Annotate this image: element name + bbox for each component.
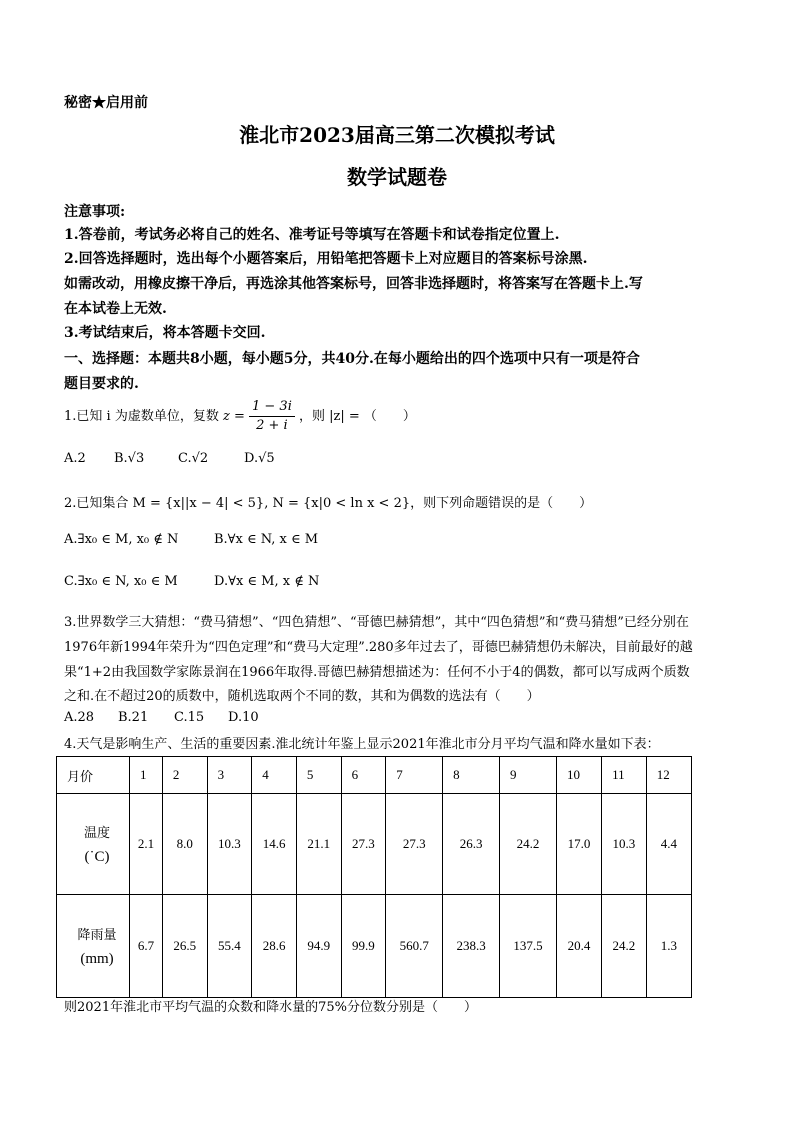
notes-item: 如需改动，用橡皮擦干净后，再选涂其他答案标号，回答非选择题时，将答案写在答题卡上.写 — [64, 276, 643, 292]
rainfall-cell: 238.3 — [443, 895, 500, 998]
temperature-cell: 24.2 — [500, 794, 557, 895]
option-d: D.10 — [228, 710, 259, 725]
month-cell: 5 — [296, 757, 341, 794]
option-d: D.√5 — [244, 451, 275, 466]
temperature-cell: 14.6 — [252, 794, 297, 895]
question-1-suffix: ，则 |z| = （ ） — [299, 409, 416, 424]
option-b: B.√3 — [114, 451, 145, 466]
temperature-cell: 10.3 — [602, 794, 647, 895]
option-c: C.15 — [174, 710, 205, 725]
rainfall-cell: 55.4 — [207, 895, 252, 998]
option-b: B.∀x ∈ N, x ∈ M — [214, 532, 319, 547]
header-label-cell: 月价 — [57, 757, 130, 794]
month-cell: 1 — [130, 757, 163, 794]
temperature-cell: 8.0 — [162, 794, 207, 895]
rainfall-cell: 26.5 — [162, 895, 207, 998]
rainfall-cell: 24.2 — [602, 895, 647, 998]
question-3-line: 3.世界数学三大猜想：“费马猜想”、“四色猜想”、“哥德巴赫猜想”，其中“四色猜想”和“费马猜想”已经分别在 — [64, 615, 689, 630]
temperature-cell: 27.3 — [341, 794, 386, 895]
temperature-cell: 2.1 — [130, 794, 163, 895]
rainfall-cell: 560.7 — [386, 895, 443, 998]
month-cell: 4 — [252, 757, 297, 794]
month-cell: 3 — [207, 757, 252, 794]
temperature-cell: 17.0 — [556, 794, 601, 895]
temperature-cell: 21.1 — [296, 794, 341, 895]
exam-title: 淮北市2023届高三第二次模拟考试 — [239, 123, 555, 147]
question-1-prefix: 1.已知 i 为虚数单位，复数 — [64, 409, 223, 424]
option-c: C.√2 — [178, 451, 209, 466]
notes-item: 1.答卷前，考试务必将自己的姓名、准考证号等填写在答题卡和试卷指定位置上. — [64, 227, 560, 243]
rainfall-cell: 99.9 — [341, 895, 386, 998]
temperature-label: 温度 — [83, 825, 110, 840]
month-cell: 10 — [556, 757, 601, 794]
rainfall-cell: 1.3 — [646, 895, 691, 998]
table-row-temperature — [57, 794, 692, 895]
temperature-cell: 4.4 — [646, 794, 691, 895]
exam-subtitle: 数学试题卷 — [347, 165, 447, 189]
question-4-prompt: 则2021年淮北市平均气温的众数和降水量的75%分位数分别是（ ） — [64, 1000, 477, 1015]
month-cell: 2 — [162, 757, 207, 794]
notes-item: 2.回答选择题时，选出每个小题答案后，用铅笔把答题卡上对应题目的答案标号涂黑. — [64, 251, 588, 267]
question-4-intro: 4.天气是影响生产、生活的重要因素.淮北统计年鉴上显示2021年淮北市分月平均气温和降水量如下表： — [64, 737, 660, 752]
rainfall-cell: 6.7 — [130, 895, 163, 998]
section-heading: 一、选择题：本题共8小题，每小题5分，共40分.在每小题给出的四个选项中只有一项是符合 — [64, 351, 640, 367]
fraction-denominator: 2 + i — [256, 418, 288, 433]
table-header-row — [57, 757, 692, 794]
option-a: A.∃x₀ ∈ M, x₀ ∉ N — [64, 532, 179, 547]
notes-item: 在本试卷上无效. — [64, 301, 167, 317]
question-3-line: 果“1+2由我国数学家陈景润在1966年取得.哥德巴赫猜想描述为：任何不小于4的偶数，都可以写成两个质数 — [64, 665, 690, 680]
temperature-label-cell — [57, 794, 130, 895]
rainfall-cell: 28.6 — [252, 895, 297, 998]
fraction-numerator: 1 − 3i — [249, 398, 295, 417]
month-cell: 12 — [646, 757, 691, 794]
table-row-rainfall — [57, 895, 692, 998]
rainfall-label-cell — [57, 895, 130, 998]
notes-heading: 注意事项: — [64, 204, 126, 220]
option-d: D.∀x ∈ M, x ∉ N — [214, 574, 320, 589]
temperature-cell: 26.3 — [443, 794, 500, 895]
temperature-cell: 27.3 — [386, 794, 443, 895]
month-cell: 6 — [341, 757, 386, 794]
month-cell: 9 — [500, 757, 557, 794]
option-a: A.2 — [64, 451, 86, 466]
question-3-line: 1976年新1994年荣升为“四色定理”和“费马大定理”.280多年过去了，哥德巴赫猜想仍未解决，目前最好的越 — [64, 640, 693, 655]
rainfall-cell: 137.5 — [500, 895, 557, 998]
temperature-cell: 10.3 — [207, 794, 252, 895]
section-heading-cont: 题目要求的. — [64, 376, 139, 392]
option-c: C.∃x₀ ∈ N, x₀ ∈ M — [64, 574, 178, 589]
variable-z: z — [222, 409, 230, 424]
option-b: B.21 — [118, 710, 149, 725]
temperature-unit: (˙C) — [84, 849, 110, 865]
notes-item: 3.考试结束后，将本答题卡交回. — [64, 325, 266, 341]
confidential-label: 秘密★启用前 — [64, 95, 148, 111]
month-cell: 8 — [443, 757, 500, 794]
question-1: 1.已知 i 为虚数单位，复数 z = $\frac{1 - 3i}{2 + i}$ ，则 |z| = （ ） — [64, 399, 416, 433]
month-cell: 7 — [386, 757, 443, 794]
option-a: A.28 — [64, 710, 95, 725]
rainfall-cell: 20.4 — [556, 895, 601, 998]
rainfall-label: 降雨量 — [77, 927, 117, 942]
rainfall-cell: 94.9 — [296, 895, 341, 998]
question-3-line: 之和.在不超过20的质数中，随机选取两个不同的数，其和为偶数的选法有（ ） — [64, 689, 540, 704]
question-1-fraction — [249, 398, 295, 435]
rainfall-unit: (mm) — [80, 951, 114, 967]
month-cell: 11 — [602, 757, 647, 794]
weather-table — [56, 756, 692, 998]
question-2: 2.已知集合 M = {x||x − 4| < 5}, N = {x|0 < ln x < 2}，则下列命题错误的是（ ） — [64, 496, 593, 511]
